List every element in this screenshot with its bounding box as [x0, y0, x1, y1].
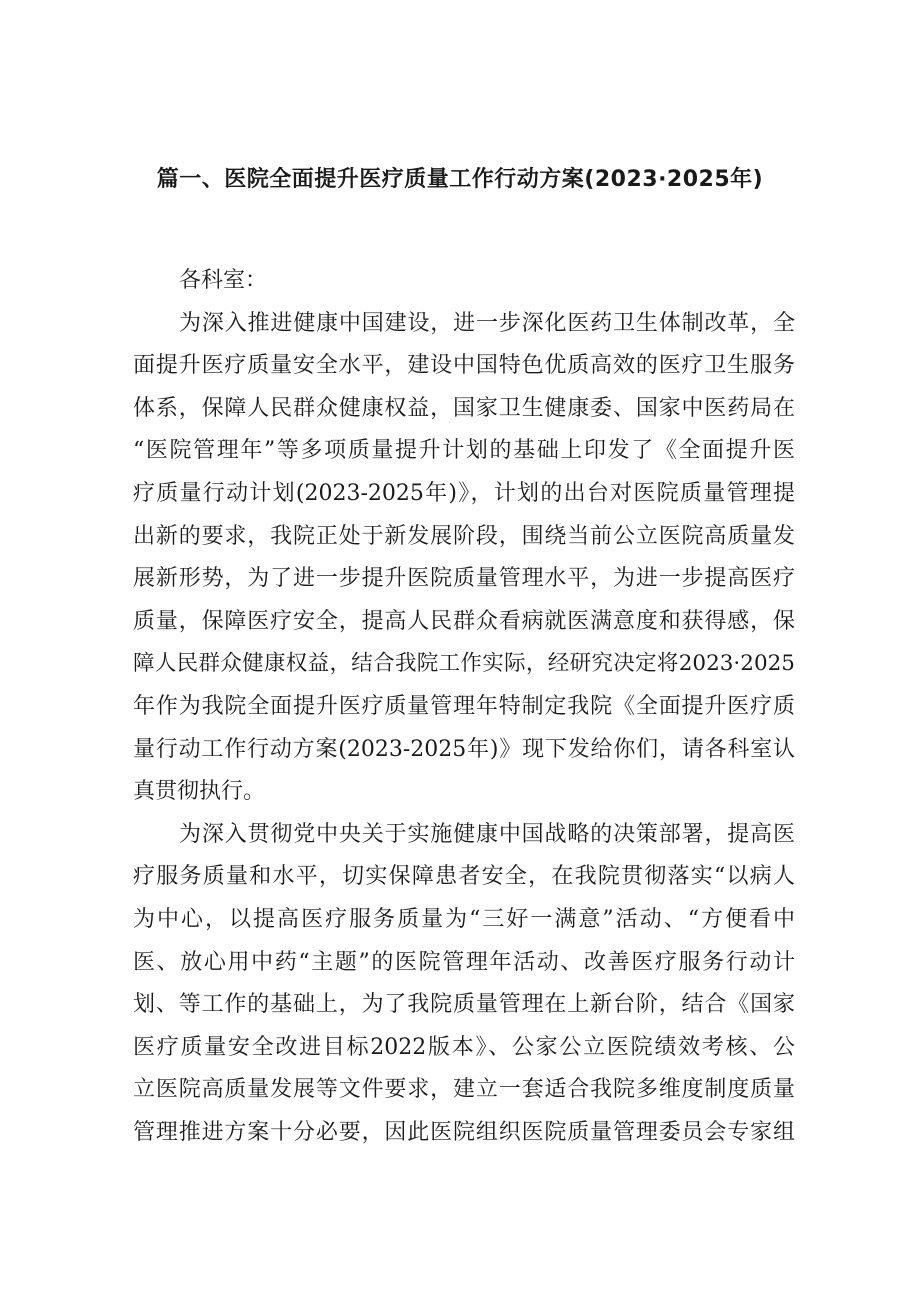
- paragraph-line: 为中心，以提高医疗服务质量为“三好一满意”活动、“方便看中: [133, 906, 795, 932]
- paragraph-line: 面提升医疗质量安全水平，建设中国特色优质高效的医疗卫生服务: [133, 353, 795, 379]
- paragraph-line: 体系，保障人民群众健康权益，国家卫生健康委、国家中医药局在: [133, 395, 795, 421]
- salutation: 各科室：: [179, 268, 268, 293]
- paragraph-line: 量行动工作行动方案(2023-2025年)》现下发给你们，请各科室认: [133, 736, 795, 762]
- paragraph-line: 管理推进方案十分必要，因此医院组织医院质量管理委员会专家组: [133, 1119, 795, 1145]
- paragraph-line: 疗质量行动计划(2023-2025年)》，计划的出台对医院质量管理提: [133, 480, 795, 506]
- paragraph-line: 出新的要求，我院正处于新发展阶段，围绕当前公立医院高质量发: [133, 523, 795, 549]
- paragraph-line: 医、放心用中药“主题”的医院管理年活动、改善医疗服务行动计: [133, 949, 795, 975]
- paragraph-line: 年作为我院全面提升医疗质量管理年特制定我院《全面提升医疗质: [133, 693, 795, 719]
- paragraph-line: 疗服务质量和水平，切实保障患者安全，在我院贯彻落实“以病人: [133, 864, 795, 890]
- paragraph-line: 质量，保障医疗安全，提高人民群众看病就医满意度和获得感，保: [133, 608, 795, 634]
- paragraph-line: 真贯彻执行。: [133, 779, 266, 805]
- paragraph-line: 展新形势，为了进一步提升医院质量管理水平，为进一步提高医疗: [133, 566, 795, 592]
- paragraph-line: 立医院高质量发展等文件要求，建立一套适合我院多维度制度质量: [133, 1077, 795, 1103]
- paragraph-line: 为深入贯彻党中央关于实施健康中国战略的决策部署，提高医: [179, 821, 795, 847]
- paragraph-line: 医疗质量安全改进目标2022版本》、公家公立医院绩效考核、公: [133, 1034, 795, 1060]
- paragraph-line: 划、等工作的基础上，为了我院质量管理在上新台阶，结合《国家: [133, 992, 795, 1018]
- paragraph-2: [133, 814, 795, 1155]
- paragraph-line: “医院管理年”等多项质量提升计划的基础上印发了《全面提升医: [133, 438, 795, 464]
- document-body: [133, 260, 795, 1154]
- paragraph-line: 障人民群众健康权益，结合我院工作实际，经研究决定将2023·2025: [133, 651, 795, 677]
- paragraph-line: 为深入推进健康中国建设，进一步深化医药卫生体制改革，全: [179, 310, 795, 336]
- document-title: 篇一、医院全面提升医疗质量工作行动方案(2023·2025年): [156, 167, 764, 192]
- paragraph-1: [133, 303, 795, 814]
